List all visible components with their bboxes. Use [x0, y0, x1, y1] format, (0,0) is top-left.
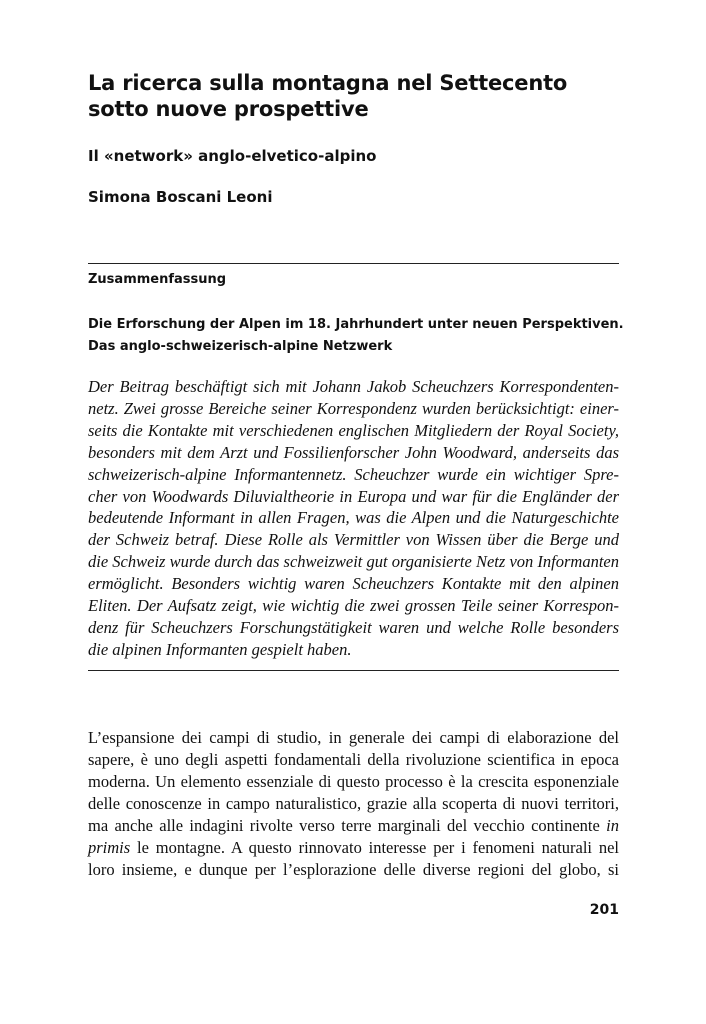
- abstract-line: ermöglicht. Besonders wichtig waren Scheuchzers Kontakte mit den alpinen: [88, 574, 619, 594]
- abstract-line: der Schweiz betraf. Diese Rolle als Vermittler von Wissen über die Berge und: [88, 530, 619, 550]
- abstract-heading: Zusammenfassung: [88, 272, 227, 287]
- divider-bottom: [88, 670, 619, 671]
- body-line-text: le montagne. A questo rinnovato interesse per i fenomeni naturali nel: [137, 838, 620, 857]
- page-number: 201: [589, 902, 619, 918]
- abstract-line: netz. Zwei grosse Bereiche seiner Korrespondenz wurden berücksichtigt: einer-: [88, 398, 619, 418]
- abstract-line: seits die Kontakte mit verschiedenen englischen Mitgliedern der Royal Society,: [88, 420, 619, 440]
- abstract-line: schweizerisch-alpine Informantennetz. Scheuchzer wurde ein wichtiger Spre-: [88, 464, 619, 484]
- abstract-line: die alpinen Informanten gespielt haben.: [88, 639, 352, 659]
- body-text: [88, 727, 619, 881]
- body-line: loro insieme, e dunque per l’esplorazione delle diverse regioni del globo, si: [88, 860, 619, 879]
- abstract-line: die Schweiz wurde durch das schweizweit gut organisierte Netz von Informanten: [88, 552, 619, 572]
- abstract-line: Eliten. Der Aufsatz zeigt, wie wichtig die zwei grossen Teile seiner Korrespon-: [88, 596, 619, 616]
- article-title-line: sotto nuove prospettive: [88, 97, 369, 121]
- body-italic-word: in: [606, 816, 620, 835]
- body-line-mixed: [88, 837, 619, 859]
- abstract-line: denz für Scheuchzers Forschungstätigkeit waren und welche Rolle besonders: [88, 617, 619, 637]
- body-italic-word: primis: [88, 838, 131, 857]
- body-line: moderna. Un elemento essenziale di questo processo è la crescita esponenziale: [88, 772, 619, 791]
- divider-top: [88, 263, 619, 264]
- abstract-line: cher von Woodwards Diluvialtheorie in Europa und war für die Engländer der: [88, 486, 619, 506]
- author-name: Simona Boscani Leoni: [88, 188, 273, 206]
- body-line: delle conoscenze in campo naturalistico, grazie alla scoperta di nuovi territori,: [88, 794, 619, 813]
- abstract-line: besonders mit dem Arzt und Fossilienforscher John Woodward, anderseits das: [88, 442, 619, 462]
- article-subtitle: Il «network» anglo-elvetico-alpino: [88, 147, 377, 165]
- body-line: L’espansione dei campi di studio, in generale dei campi di elaborazione del: [88, 728, 619, 747]
- abstract-line: Der Beitrag beschäftigt sich mit Johann Jakob Scheuchzers Korrespondenten-: [88, 377, 619, 396]
- body-line-text: ma anche alle indagini rivolte verso terre marginali del vecchio continente: [88, 816, 600, 835]
- abstract-text: [88, 376, 619, 661]
- body-line: sapere, è uno degli aspetti fondamentali della rivoluzione scientifica in epoca: [88, 750, 619, 769]
- abstract-title: [88, 314, 624, 358]
- abstract-title-line: Die Erforschung der Alpen im 18. Jahrhundert unter neuen Perspektiven.: [88, 317, 624, 332]
- body-line-mixed: [88, 815, 619, 837]
- article-title-line: La ricerca sulla montagna nel Settecento: [88, 71, 568, 95]
- article-title: [88, 70, 628, 122]
- abstract-title-line: Das anglo-schweizerisch-alpine Netzwerk: [88, 339, 393, 354]
- abstract-line: bedeutende Informant in allen Fragen, was die Alpen und die Naturgeschichte: [88, 508, 619, 528]
